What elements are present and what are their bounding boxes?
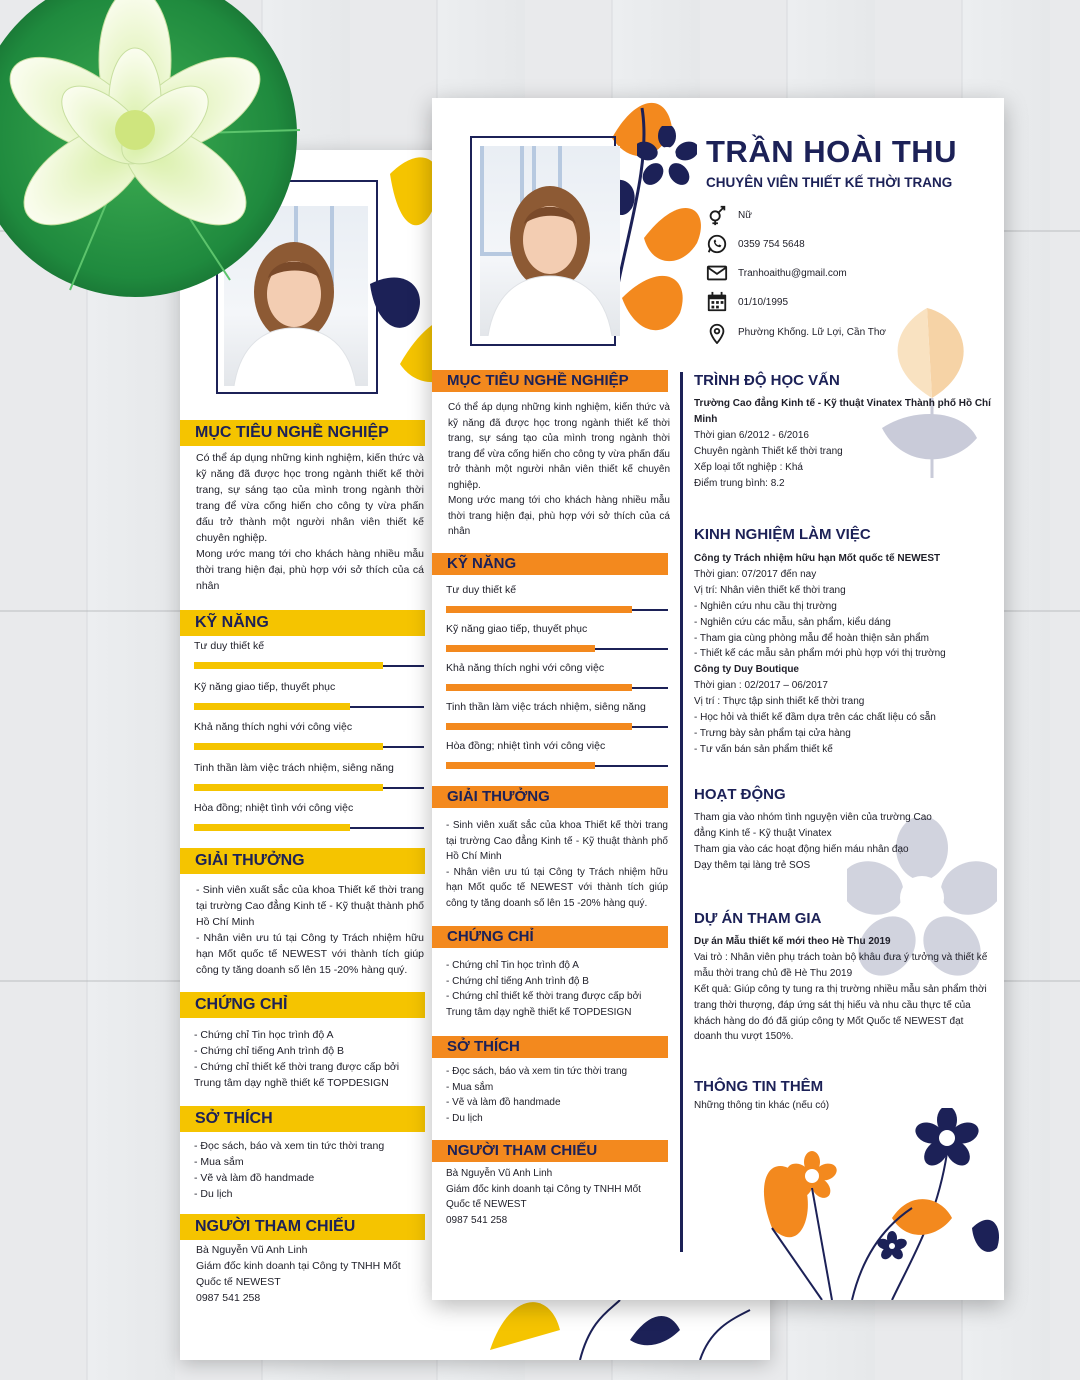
section-heading-hobbies: SỞ THÍCH (432, 1036, 668, 1058)
candidate-title: CHUYÊN VIÊN THIẾT KẾ THỜI TRANG (706, 175, 953, 190)
decorative-leaves-bottom (480, 1290, 770, 1360)
skill-label: Hòa đồng; nhiệt tình với công việc (446, 740, 606, 752)
skill-bar-track (194, 706, 424, 708)
reference-list: Bà Nguyễn Vũ Anh Linh Giám đốc kinh doanh tại Công ty TNHH Mốt Quốc tế NEWEST 0987 541 258 (446, 1168, 641, 1226)
section-heading-awards: GIẢI THƯỞNG (180, 848, 425, 874)
experience-details: Công ty Trách nhiệm hữu hạn Mốt quốc tế NEWEST Thời gian: 07/2017 đến nay Vị trí: Nhân viên thiết kế thời trang - Nghiên cứu nhu cầu thị trường - Nghiên cứu các mẫu, sản phẩm, kiểu dáng - Tham gia cùng phòng mẫu để hoàn thiện sản phẩm - Thiết kế các mẫu sản phẩm mới phù hợp với thị trường Công ty Duy Boutique Thời gian : 02/2017 – 06/2017 Vị trí : Thực tập sinh thiết kế thời trang - Học hỏi và thiết kế đầm dựa trên các chất liệu có sẵn - Trưng bày sản phẩm tại cửa hàng - Tư vấn bán sản phẩm thiết kế (694, 553, 946, 755)
section-heading-reference: NGƯỜI THAM CHIẾU (180, 1214, 425, 1240)
skill-bar-fill (194, 784, 383, 791)
section-heading-objective: MỤC TIÊU NGHỀ NGHIỆP (180, 420, 425, 446)
skill-bar-track (446, 687, 668, 689)
projects-details: Dự án Mẫu thiết kế mới theo Hè Thu 2019 Vai trò : Nhân viên phụ trách toàn bộ khâu đưa ý tưởng và thiết kế mẫu thời trang chủ đề Hè Thu 2019 Kết quả: Giúp công ty tung ra thị trường nhiều mẫu sản phẩm thời trang thời thượng, đáp ứng sát thị hiếu và nhu cầu thực tế của khách hàng do đó đã giúp công ty Mốt Quốc tế NEWEST đạt doanh thu vượt 150%. (694, 936, 988, 1043)
column-divider (680, 372, 683, 1252)
skill-bar-track (446, 648, 668, 650)
skill-bar-fill (446, 723, 632, 730)
mail-icon (706, 262, 728, 284)
skill-bar-fill (446, 606, 632, 613)
education-details: Trường Cao đẳng Kinh tế - Kỹ thuật Vinatex Thành phố Hồ Chí Minh Thời gian 6/2012 - 6/2016 Chuyên ngành Thiết kế thời trang Xếp loại tốt nghiệp : Khá Điểm trung bình: 8.2 (694, 398, 991, 489)
skill-bar-track (194, 787, 424, 789)
skill-bar-track (194, 746, 424, 748)
section-heading-certificates: CHỨNG CHỈ (432, 926, 668, 948)
resume-front-page (432, 98, 1004, 1300)
section-heading-hobbies: SỞ THÍCH (180, 1106, 425, 1132)
skill-label: Tư duy thiết kế (194, 640, 265, 652)
lotus-flower-decoration (0, 0, 330, 320)
profile-photo (480, 146, 620, 336)
skill-bar-fill (194, 824, 350, 831)
skill-bar-track (446, 726, 668, 728)
phone-icon (706, 233, 728, 255)
location-pin-icon (706, 322, 728, 344)
contact-phone: 0359 754 5648 (738, 239, 805, 250)
skill-bar-track (446, 609, 668, 611)
skill-label: Hòa đồng; nhiệt tình với công việc (194, 802, 354, 814)
reference-list: Bà Nguyễn Vũ Anh Linh Giám đốc kinh doanh tại Công ty TNHH Mốt Quốc tế NEWEST 0987 541 258 (196, 1244, 401, 1304)
section-heading-more-info: THÔNG TIN THÊM (694, 1078, 824, 1095)
skill-bar-fill (446, 762, 595, 769)
skill-bar-fill (446, 645, 595, 652)
skill-label: Tinh thần làm việc trách nhiệm, siêng năng (446, 701, 646, 713)
decorative-flower (637, 126, 697, 186)
section-heading-skills: KỸ NĂNG (432, 553, 668, 575)
candidate-name: TRẦN HOÀI THU (706, 134, 958, 169)
section-heading-objective: MỤC TIÊU NGHỀ NGHIỆP (432, 370, 668, 392)
skill-label: Khả năng thích nghi với công việc (194, 721, 353, 733)
section-heading-skills: KỸ NĂNG (180, 610, 425, 636)
section-heading-awards: GIẢI THƯỞNG (432, 786, 668, 808)
skill-bar-track (194, 827, 424, 829)
skill-label: Tư duy thiết kế (446, 584, 517, 596)
skill-bar-fill (194, 703, 350, 710)
more-info-text: Những thông tin khác (nếu có) (694, 1100, 830, 1111)
skill-bar-track (446, 765, 668, 767)
section-heading-activities: HOẠT ĐỘNG (694, 786, 786, 803)
certificates-list: - Chứng chỉ Tin học trình độ A - Chứng chỉ tiếng Anh trình độ B - Chứng chỉ thiết kế thời trang được cấp bởi Trung tâm dạy nghề thiết kế TOPDESIGN (194, 1029, 400, 1089)
skill-bar-fill (446, 684, 632, 691)
gender-icon (706, 204, 728, 226)
awards-text: - Sinh viên xuất sắc của khoa Thiết kế thời trang tại trường Cao đẳng Kinh tế - Kỹ thuật thành phố Hồ Chí Minh - Nhân viên ưu tú tại Công ty Trách nhiệm hữu hạn Mốt quốc tế NEWEST với thành tích giúp công ty tăng doanh số lên 15 -20% hàng quý. (196, 884, 424, 976)
skill-label: Khả năng thích nghi với công việc (446, 662, 605, 674)
activities-list: Tham gia vào nhóm tình nguyện viên của trường Cao đẳng Kinh tế - Kỹ thuật Vinatex Tham gia vào các hoạt động hiến máu nhân đạo Dạy thêm tại làng trẻ SOS (694, 812, 932, 871)
section-heading-certificates: CHỨNG CHỈ (180, 992, 425, 1018)
contact-email: Tranhoaithu@gmail.com (738, 268, 847, 279)
decorative-flowers-bottom (712, 1108, 1004, 1300)
hobbies-list: - Đọc sách, báo và xem tin tức thời trang - Mua sắm - Vẽ và làm đồ handmade - Du lịch (446, 1066, 628, 1124)
section-heading-projects: DỰ ÁN THAM GIA (694, 910, 822, 927)
contact-address: Phường Khống. Lữ Lợi, Cần Thơ (738, 327, 886, 338)
contact-dob: 01/10/1995 (738, 297, 789, 308)
objective-text: Có thể áp dụng những kinh nghiệm, kiến thức và kỹ năng đã được học trong ngành thiết kế thời trang, sự sáng tạo của mình trong ngành thời trang để vừa cống hiến cho công ty vừa phấn đấu trở thành một người nhân viên thiết kế chuyên nghiệp. Mong ước mang tới cho khách hàng nhiều mẫu thời trang hiện đại, phù hợp với sở thích của cá nhân (448, 402, 670, 537)
skill-label: Kỹ năng giao tiếp, thuyết phục (446, 623, 588, 635)
section-heading-experience: KINH NGHIỆM LÀM VIỆC (694, 526, 871, 543)
skill-bar-track (194, 665, 424, 667)
calendar-icon (706, 291, 728, 313)
certificates-list: - Chứng chỉ Tin học trình độ A - Chứng chỉ tiếng Anh trình độ B - Chứng chỉ thiết kế thời trang được cấp bởi Trung tâm dạy nghề thiết kế TOPDESIGN (446, 960, 642, 1018)
hobbies-list: - Đọc sách, báo và xem tin tức thời trang - Mua sắm - Vẽ và làm đồ handmade - Du lịch (194, 1140, 385, 1200)
awards-text: - Sinh viên xuất sắc của khoa Thiết kế thời trang tại trường Cao đẳng Kinh tế - Kỹ thuật thành phố Hồ Chí Minh - Nhân viên ưu tú tại Công ty Trách nhiệm hữu hạn Mốt quốc tế NEWEST với thành tích giúp công ty tăng doanh số lên 15 -20% hàng quý. (446, 820, 668, 909)
skill-label: Kỹ năng giao tiếp, thuyết phục (194, 680, 336, 693)
skill-bar-fill (194, 662, 383, 669)
section-heading-reference: NGƯỜI THAM CHIẾU (432, 1140, 668, 1162)
section-heading-education: TRÌNH ĐỘ HỌC VẤN (694, 372, 840, 389)
objective-text: Có thể áp dụng những kinh nghiệm, kiến thức và kỹ năng đã được học trong ngành thiết kế thời trang, sự sáng tạo của mình trong ngành thời trang để vừa cống hiến cho công ty vừa phấn đấu trở thành một người nhân viên thiết kế chuyên nghiệp. Mong ước mang tới cho khách hàng nhiều mẫu thời trang hiện đại, phù hợp với sở thích của cá nhân (196, 452, 424, 592)
contact-gender: Nữ (738, 210, 752, 221)
skill-bar-fill (194, 743, 383, 750)
skill-label: Tinh thần làm việc trách nhiệm, siêng năng (194, 761, 394, 774)
